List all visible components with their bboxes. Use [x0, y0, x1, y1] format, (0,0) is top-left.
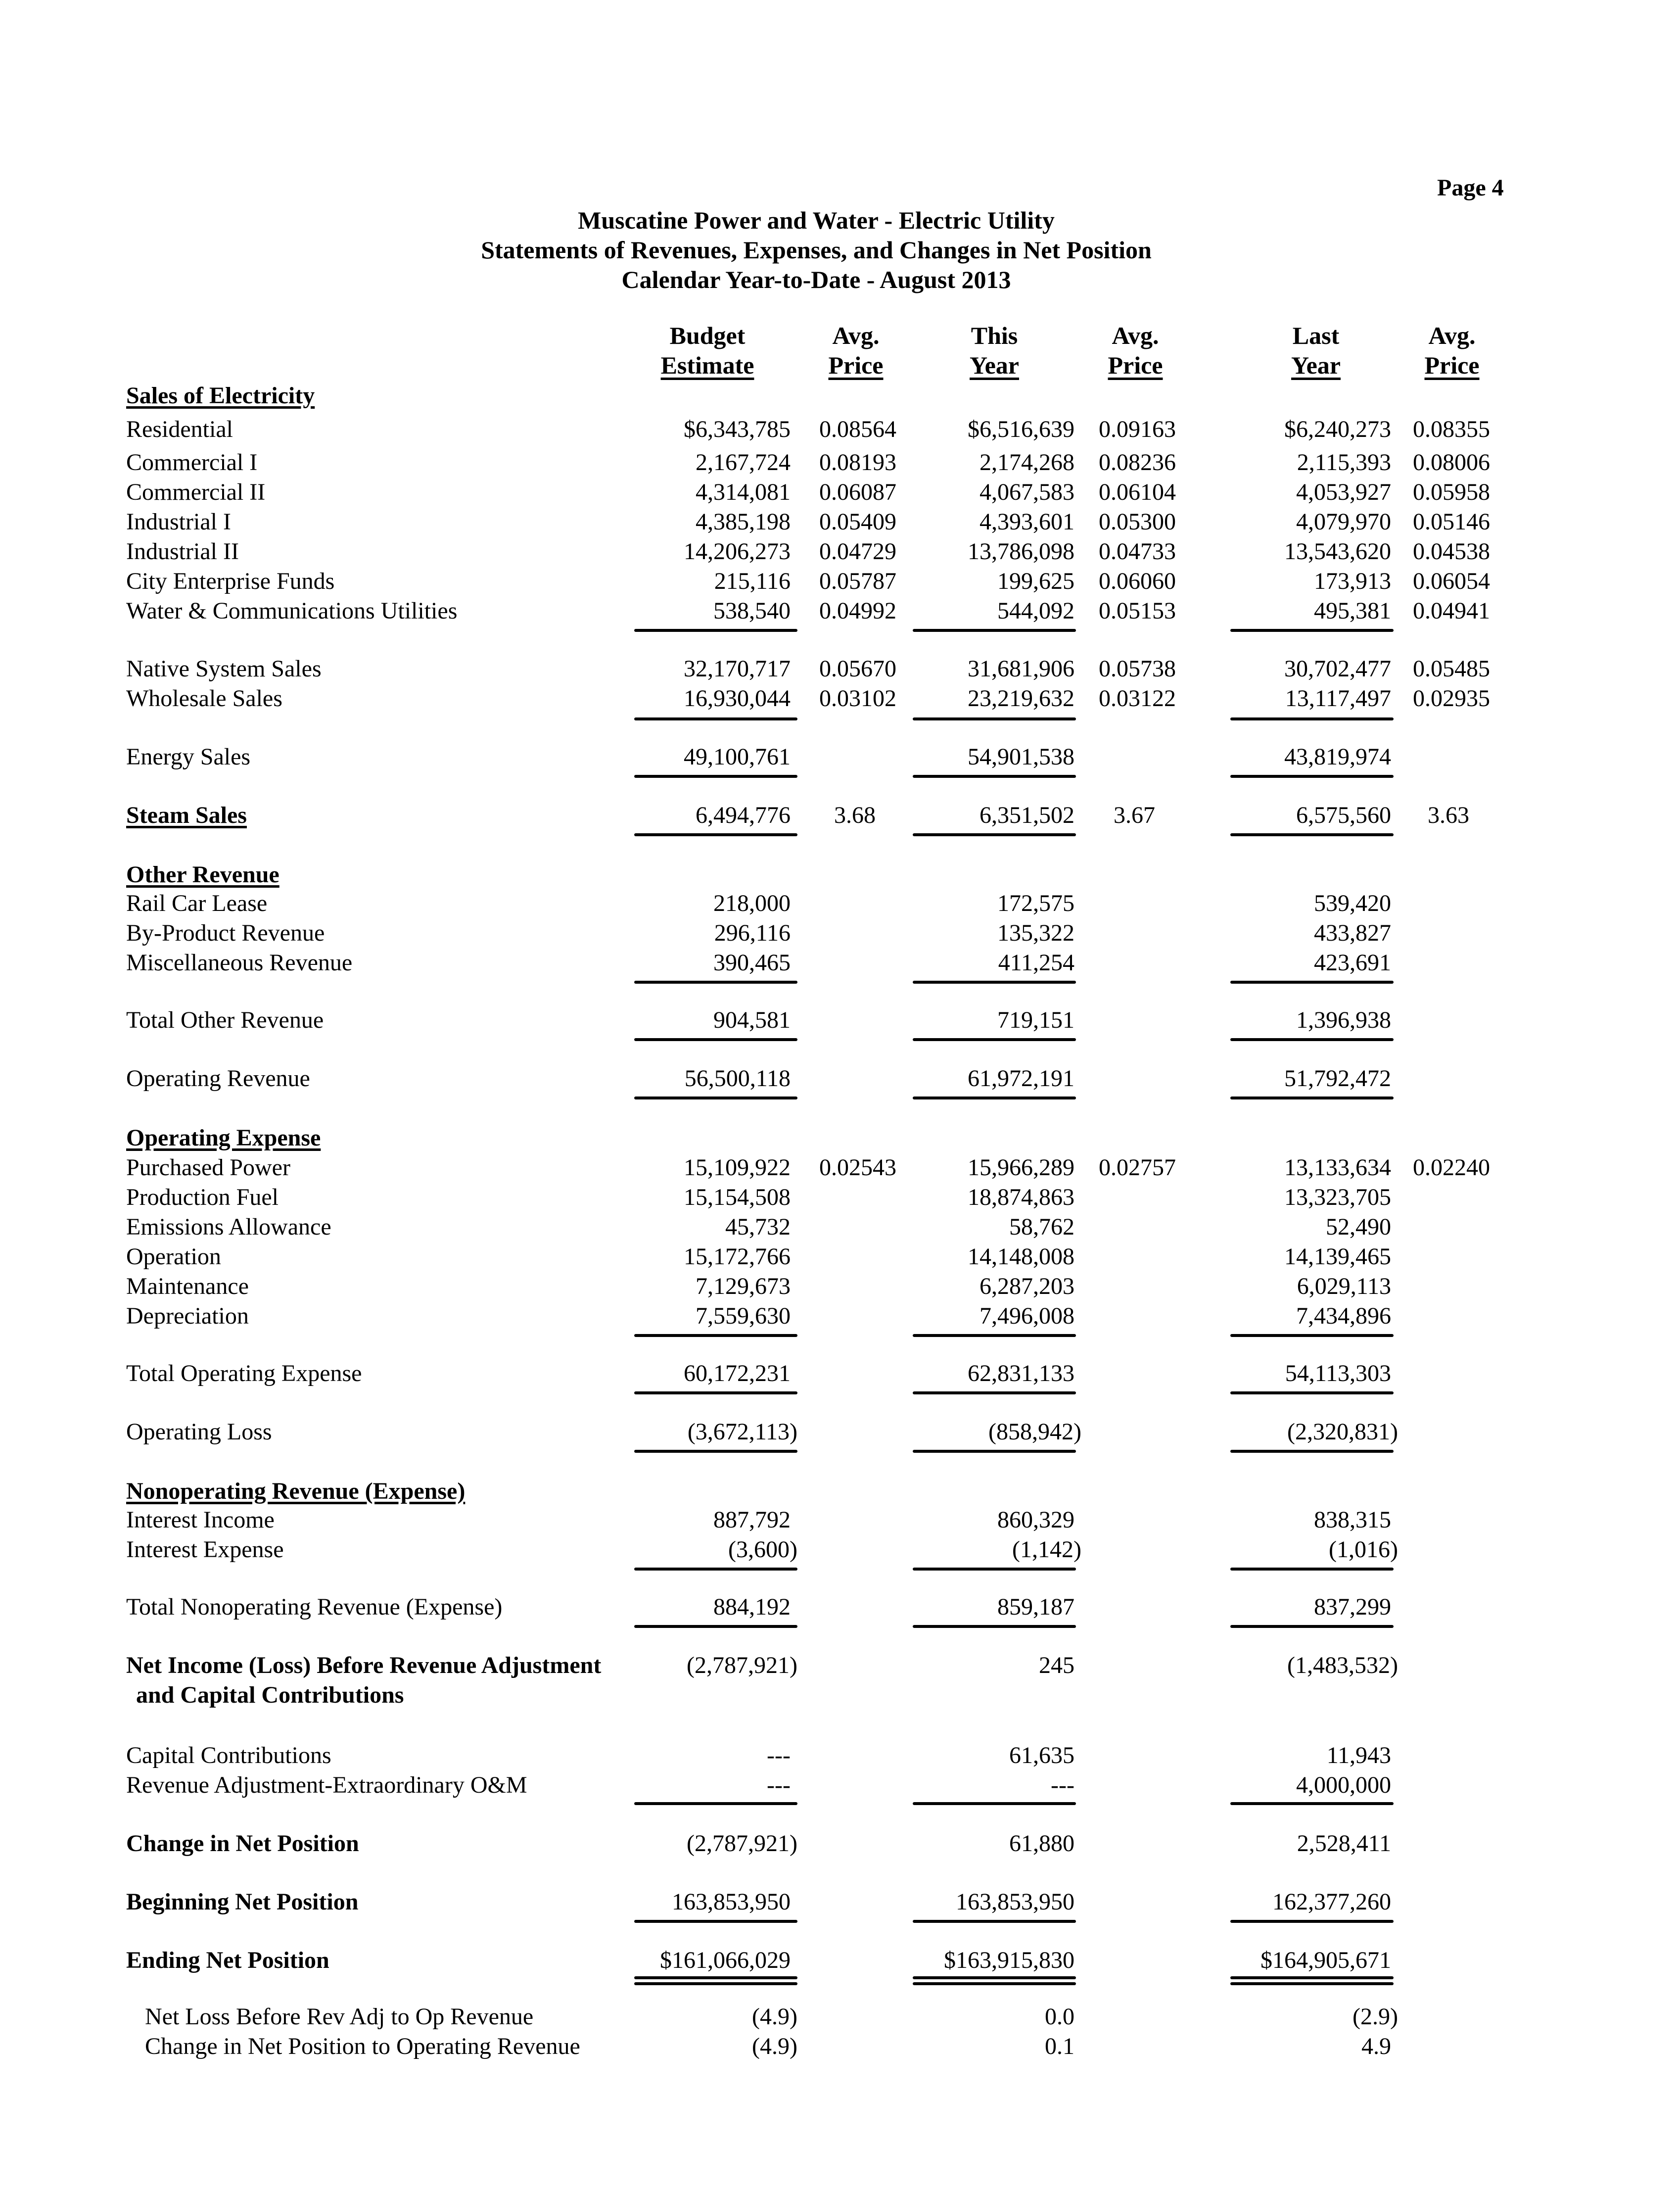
row-label: Commercial II [126, 479, 266, 505]
last-year-value: 52,490 [1326, 1214, 1391, 1240]
table-row-total-nonoperating [0, 1592, 1680, 1623]
total-rule [634, 1920, 797, 1923]
total-rule [1230, 1391, 1394, 1394]
table-row-net-income-before-adjustment-cont [0, 1680, 1680, 1711]
last-year-avg-price: 3.63 [1428, 802, 1469, 828]
row-label: Interest Income [126, 1507, 275, 1533]
budget-avg-price: 0.05787 [819, 568, 896, 594]
total-rule [913, 1038, 1076, 1041]
subtotal-rule [634, 981, 797, 984]
budget-value: 7,129,673 [696, 1273, 791, 1299]
this-year-value: 2,174,268 [980, 449, 1074, 476]
last-year-value: 13,543,620 [1284, 538, 1391, 565]
row-label: Beginning Net Position [126, 1889, 359, 1915]
budget-value: 538,540 [713, 598, 791, 624]
column-header-avg-price-2 [1091, 321, 1180, 380]
last-year-value: 13,133,634 [1284, 1154, 1391, 1181]
last-year-value: 495,381 [1314, 598, 1391, 624]
budget-value: 887,792 [713, 1507, 791, 1533]
this-year-value: 6,287,203 [980, 1273, 1074, 1299]
budget-value: 215,116 [714, 568, 791, 594]
this-year-value: 135,322 [997, 920, 1074, 946]
last-year-value: $164,905,671 [1260, 1947, 1391, 1973]
row-label: Maintenance [126, 1273, 249, 1299]
table-row-capital-contributions [0, 1741, 1680, 1771]
column-header-last-year [1271, 321, 1360, 380]
subtotal-rule [1230, 981, 1394, 984]
section-nonoperating: Nonoperating Revenue (Expense) [126, 1478, 466, 1504]
header-text: Avg. [832, 322, 880, 349]
table-row-total-operating-expense [0, 1359, 1680, 1389]
row-label: Industrial II [126, 538, 239, 565]
row-label: Total Operating Expense [126, 1360, 362, 1386]
table-row-industrial-2 [0, 537, 1680, 568]
last-year-value: 173,913 [1314, 568, 1391, 594]
total-rule [913, 1450, 1076, 1453]
last-year-value: 30,702,477 [1284, 656, 1391, 682]
table-row-change-in-net-position [0, 1829, 1680, 1860]
last-year-value: 838,315 [1314, 1507, 1391, 1533]
this-year-value: 6,351,502 [980, 802, 1074, 828]
this-year-value: 719,151 [997, 1007, 1074, 1033]
budget-value: 904,581 [713, 1007, 791, 1033]
this-year-value: 18,874,863 [968, 1184, 1074, 1210]
double-rule-bottom [1230, 1982, 1394, 1985]
subtotal-rule [1230, 1334, 1394, 1337]
subtotal-rule [1230, 1568, 1394, 1571]
this-year-avg-price: 0.09163 [1099, 416, 1176, 442]
table-row-production-fuel [0, 1183, 1680, 1213]
budget-avg-price: 0.08193 [819, 449, 896, 476]
row-label: Ending Net Position [126, 1947, 329, 1973]
budget-value: (2,787,921) [687, 1830, 797, 1857]
row-label: Production Fuel [126, 1184, 279, 1210]
double-rule-top [913, 1976, 1076, 1979]
budget-value: 4,314,081 [696, 479, 791, 505]
title-period: Calendar Year-to-Date - August 2013 [621, 266, 1011, 293]
this-year-value: 13,786,098 [968, 538, 1074, 565]
this-year-value: 4,393,601 [980, 509, 1074, 535]
budget-avg-price: 0.03102 [819, 685, 896, 712]
row-label: Purchased Power [126, 1154, 290, 1181]
header-text: Avg. [1112, 322, 1159, 349]
table-row-industrial-1 [0, 507, 1680, 538]
budget-value: 60,172,231 [684, 1360, 791, 1386]
table-row-operating-loss [0, 1417, 1680, 1448]
subtotal-rule [913, 629, 1076, 632]
title-company: Muscatine Power and Water - Electric Utility [578, 206, 1055, 234]
total-rule [913, 833, 1076, 836]
total-rule [913, 1625, 1076, 1628]
last-year-avg-price: 0.06054 [1413, 568, 1490, 594]
budget-value: 6,494,776 [696, 802, 791, 828]
total-rule [913, 1920, 1076, 1923]
row-label: Change in Net Position [126, 1830, 359, 1857]
this-year-value: 860,329 [997, 1507, 1074, 1533]
budget-value: --- [767, 1772, 791, 1798]
table-row-purchased-power [0, 1153, 1680, 1184]
total-rule [1230, 1038, 1394, 1041]
subtotal-rule [1230, 1802, 1394, 1805]
budget-value: 163,853,950 [672, 1889, 791, 1915]
header-text: Price [1108, 351, 1163, 379]
this-year-avg-price: 0.05738 [1099, 656, 1176, 682]
last-year-value: 1,396,938 [1296, 1007, 1391, 1033]
budget-value: --- [767, 1742, 791, 1768]
budget-avg-price: 0.08564 [819, 416, 896, 442]
last-year-value: 13,117,497 [1285, 685, 1391, 712]
budget-value: $6,343,785 [684, 416, 791, 442]
budget-value: 390,465 [713, 950, 791, 976]
this-year-value: 544,092 [997, 598, 1074, 624]
header-text: This [971, 322, 1018, 349]
subtotal-rule [634, 1802, 797, 1805]
row-label: Total Nonoperating Revenue (Expense) [126, 1594, 503, 1620]
row-label-continued: and Capital Contributions [136, 1682, 404, 1708]
total-rule [634, 1450, 797, 1453]
row-label: Wholesale Sales [126, 685, 282, 712]
budget-value: 16,930,044 [684, 685, 791, 712]
double-rule-top [634, 1976, 797, 1979]
row-label: Depreciation [126, 1303, 249, 1329]
budget-value: 296,116 [714, 920, 791, 946]
subtotal-rule [913, 1802, 1076, 1805]
column-header-this-year [950, 321, 1039, 380]
this-year-value: --- [1051, 1772, 1074, 1798]
subtotal-rule [1230, 629, 1394, 632]
table-row-energy-sales [0, 742, 1680, 773]
total-rule [634, 1625, 797, 1628]
row-label: Residential [126, 416, 233, 442]
this-year-value: 0.0 [1045, 2003, 1074, 2030]
row-label: Steam Sales [126, 802, 247, 828]
subtotal-rule [913, 981, 1076, 984]
column-header-avg-price-3 [1407, 321, 1496, 380]
table-row-ending-net-position [0, 1946, 1680, 1976]
budget-value: 14,206,273 [684, 538, 791, 565]
subtotal-rule [634, 1568, 797, 1571]
last-year-avg-price: 0.04538 [1413, 538, 1490, 565]
this-year-value: 58,762 [1009, 1214, 1074, 1240]
row-label: Revenue Adjustment-Extraordinary O&M [126, 1772, 527, 1798]
budget-value: 7,559,630 [696, 1303, 791, 1329]
budget-value: 45,732 [725, 1214, 791, 1240]
last-year-avg-price: 0.08355 [1413, 416, 1490, 442]
this-year-value: 23,219,632 [968, 685, 1074, 712]
this-year-value: 859,187 [997, 1594, 1074, 1620]
budget-avg-price: 0.04729 [819, 538, 896, 565]
budget-value: 15,154,508 [684, 1184, 791, 1210]
section-operating-expense: Operating Expense [126, 1125, 321, 1151]
total-rule [634, 833, 797, 836]
row-label: Capital Contributions [126, 1742, 331, 1768]
subtotal-rule [1230, 717, 1394, 720]
this-year-value: 199,625 [997, 568, 1074, 594]
this-year-value: 61,880 [1009, 1830, 1074, 1857]
this-year-avg-price: 0.06104 [1099, 479, 1176, 505]
table-row-water-communications [0, 596, 1680, 627]
last-year-value: (1,016) [1329, 1536, 1398, 1563]
last-year-value: $6,240,273 [1284, 416, 1391, 442]
header-text: Last [1292, 322, 1340, 349]
table-row-residential [0, 415, 1680, 445]
last-year-avg-price: 0.02240 [1413, 1154, 1490, 1181]
this-year-value: $163,915,830 [944, 1947, 1074, 1973]
row-label: Net Income (Loss) Before Revenue Adjustment [126, 1652, 602, 1678]
last-year-avg-price: 0.05146 [1413, 509, 1490, 535]
last-year-value: 54,113,303 [1285, 1360, 1391, 1386]
this-year-value: 7,496,008 [980, 1303, 1074, 1329]
row-label: Industrial I [126, 509, 231, 535]
subtotal-rule [634, 629, 797, 632]
total-rule [1230, 833, 1394, 836]
this-year-value: 31,681,906 [968, 656, 1074, 682]
last-year-value: (2,320,831) [1287, 1419, 1398, 1445]
table-row-maintenance [0, 1272, 1680, 1302]
total-rule [634, 1038, 797, 1041]
budget-avg-price: 0.02543 [819, 1154, 896, 1181]
table-row-interest-expense [0, 1535, 1680, 1566]
row-label: Emissions Allowance [126, 1214, 331, 1240]
section-sales-of-electricity: Sales of Electricity [126, 382, 315, 409]
subtotal-rule [913, 1568, 1076, 1571]
budget-value: 15,109,922 [684, 1154, 791, 1181]
header-text: Estimate [660, 351, 754, 379]
header-text: Budget [669, 322, 746, 349]
budget-avg-price: 0.06087 [819, 479, 896, 505]
row-label: Commercial I [126, 449, 258, 476]
table-row-steam-sales [0, 801, 1680, 831]
this-year-avg-price: 0.05153 [1099, 598, 1176, 624]
this-year-value: 0.1 [1045, 2033, 1074, 2059]
table-row-native-system-sales [0, 654, 1680, 685]
subtotal-rule [913, 1334, 1076, 1337]
budget-value: 884,192 [713, 1594, 791, 1620]
table-row-commercial-2 [0, 477, 1680, 508]
table-row-ratio-change [0, 2032, 1680, 2062]
table-row-net-income-before-adjustment [0, 1651, 1680, 1681]
row-label: Miscellaneous Revenue [126, 950, 353, 976]
total-rule [634, 1391, 797, 1394]
row-label: By-Product Revenue [126, 920, 325, 946]
this-year-value: $6,516,639 [968, 416, 1074, 442]
last-year-avg-price: 0.02935 [1413, 685, 1490, 712]
budget-value: 56,500,118 [684, 1065, 791, 1092]
last-year-value: (2.9) [1353, 2003, 1398, 2030]
total-rule [634, 1097, 797, 1099]
row-label: Total Other Revenue [126, 1007, 324, 1033]
budget-value: 15,172,766 [684, 1243, 791, 1270]
this-year-avg-price: 0.08236 [1099, 449, 1176, 476]
this-year-value: (1,142) [1012, 1536, 1081, 1563]
table-row-depreciation [0, 1301, 1680, 1332]
table-row-commercial-1 [0, 448, 1680, 478]
last-year-value: 11,943 [1326, 1742, 1391, 1768]
this-year-value: 163,853,950 [956, 1889, 1074, 1915]
this-year-avg-price: 0.03122 [1099, 685, 1176, 712]
last-year-value: 2,528,411 [1297, 1830, 1391, 1857]
last-year-value: (1,483,532) [1287, 1652, 1398, 1678]
budget-value: (4.9) [752, 2033, 797, 2059]
total-rule [1230, 775, 1394, 778]
row-label: City Enterprise Funds [126, 568, 335, 594]
total-rule [913, 1097, 1076, 1099]
table-row-beginning-net-position [0, 1887, 1680, 1918]
budget-value: (3,600) [728, 1536, 797, 1563]
this-year-avg-price: 0.05300 [1099, 509, 1176, 535]
row-label: Water & Communications Utilities [126, 598, 458, 624]
row-label: Rail Car Lease [126, 890, 268, 916]
last-year-value: 43,819,974 [1284, 744, 1391, 770]
this-year-value: 4,067,583 [980, 479, 1074, 505]
table-row-operating-revenue [0, 1064, 1680, 1095]
last-year-value: 14,139,465 [1284, 1243, 1391, 1270]
column-header-budget [643, 321, 772, 380]
report-title [0, 205, 1633, 294]
budget-value: (2,787,921) [687, 1652, 797, 1678]
header-text: Year [1291, 351, 1341, 379]
budget-avg-price: 0.04992 [819, 598, 896, 624]
this-year-value: 172,575 [997, 890, 1074, 916]
this-year-value: 61,972,191 [968, 1065, 1074, 1092]
budget-avg-price: 0.05409 [819, 509, 896, 535]
total-rule [913, 1391, 1076, 1394]
last-year-avg-price: 0.04941 [1413, 598, 1490, 624]
row-label: Operation [126, 1243, 221, 1270]
last-year-value: 51,792,472 [1284, 1065, 1391, 1092]
last-year-avg-price: 0.05485 [1413, 656, 1490, 682]
budget-value: 4,385,198 [696, 509, 791, 535]
this-year-avg-price: 0.04733 [1099, 538, 1176, 565]
table-row-city-enterprise-funds [0, 567, 1680, 597]
last-year-value: 837,299 [1314, 1594, 1391, 1620]
this-year-value: (858,942) [988, 1419, 1081, 1445]
subtotal-rule [634, 717, 797, 720]
table-row-interest-income [0, 1505, 1680, 1536]
total-rule [1230, 1920, 1394, 1923]
double-rule-top [1230, 1976, 1394, 1979]
header-text: Year [970, 351, 1019, 379]
total-rule [1230, 1450, 1394, 1453]
this-year-avg-price: 0.02757 [1099, 1154, 1176, 1181]
row-label: Operating Loss [126, 1419, 272, 1445]
last-year-value: 4,000,000 [1296, 1772, 1391, 1798]
budget-avg-price: 0.05670 [819, 656, 896, 682]
header-text: Price [828, 351, 884, 379]
budget-value: (4.9) [752, 2003, 797, 2030]
budget-value: 49,100,761 [684, 744, 791, 770]
subtotal-rule [634, 1334, 797, 1337]
last-year-value: 4,053,927 [1296, 479, 1391, 505]
this-year-value: 245 [1039, 1652, 1074, 1678]
budget-value: (3,672,113) [687, 1419, 797, 1445]
this-year-value: 14,148,008 [968, 1243, 1074, 1270]
budget-value: 32,170,717 [684, 656, 791, 682]
last-year-value: 13,323,705 [1284, 1184, 1391, 1210]
table-row-ratio-net-loss [0, 2002, 1680, 2033]
table-row-wholesale-sales [0, 684, 1680, 715]
last-year-value: 6,029,113 [1297, 1273, 1391, 1299]
title-statement: Statements of Revenues, Expenses, and Changes in Net Position [481, 236, 1152, 264]
last-year-value: 4,079,970 [1296, 509, 1391, 535]
subtotal-rule [913, 717, 1076, 720]
table-row-emissions-allowance [0, 1212, 1680, 1243]
last-year-avg-price: 0.05958 [1413, 479, 1490, 505]
last-year-value: 423,691 [1314, 950, 1391, 976]
row-label: Net Loss Before Rev Adj to Op Revenue [145, 2003, 534, 2030]
page-number: Page 4 [1437, 175, 1504, 201]
budget-value: 2,167,724 [696, 449, 791, 476]
budget-value: 218,000 [713, 890, 791, 916]
row-label: Native System Sales [126, 656, 322, 682]
last-year-value: 4.9 [1361, 2033, 1391, 2059]
budget-avg-price: 3.68 [834, 802, 876, 828]
table-row-by-product-revenue [0, 918, 1680, 949]
total-rule [913, 775, 1076, 778]
double-rule-bottom [634, 1982, 797, 1985]
double-rule-bottom [913, 1982, 1076, 1985]
this-year-value: 411,254 [998, 950, 1074, 976]
last-year-value: 6,575,560 [1296, 802, 1391, 828]
table-row-total-other-revenue [0, 1005, 1680, 1036]
budget-value: $161,066,029 [660, 1947, 791, 1973]
row-label: Change in Net Position to Operating Revenue [145, 2033, 580, 2059]
last-year-avg-price: 0.08006 [1413, 449, 1490, 476]
table-row-miscellaneous-revenue [0, 948, 1680, 979]
total-rule [634, 775, 797, 778]
last-year-value: 2,115,393 [1297, 449, 1391, 476]
last-year-value: 7,434,896 [1296, 1303, 1391, 1329]
table-row-operation [0, 1242, 1680, 1273]
row-label: Interest Expense [126, 1536, 284, 1563]
table-row-revenue-adjustment [0, 1770, 1680, 1801]
this-year-value: 15,966,289 [968, 1154, 1074, 1181]
this-year-avg-price: 0.06060 [1099, 568, 1176, 594]
column-header-avg-price-1 [811, 321, 900, 380]
this-year-value: 54,901,538 [968, 744, 1074, 770]
table-row-rail-car-lease [0, 889, 1680, 919]
header-text: Avg. [1428, 322, 1476, 349]
row-label: Energy Sales [126, 744, 251, 770]
row-label: Operating Revenue [126, 1065, 310, 1092]
this-year-avg-price: 3.67 [1114, 802, 1155, 828]
total-rule [1230, 1097, 1394, 1099]
last-year-value: 433,827 [1314, 920, 1391, 946]
section-other-revenue: Other Revenue [126, 861, 280, 888]
header-text: Price [1424, 351, 1480, 379]
last-year-value: 162,377,260 [1272, 1889, 1391, 1915]
this-year-value: 61,635 [1009, 1742, 1074, 1768]
total-rule [1230, 1625, 1394, 1628]
last-year-value: 539,420 [1314, 890, 1391, 916]
this-year-value: 62,831,133 [968, 1360, 1074, 1386]
